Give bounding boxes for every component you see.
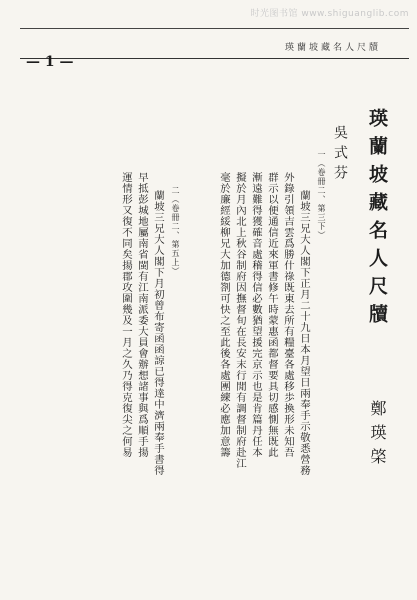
letter-1-column: 毫於廉經綏柳兄大加德劄可快之至此後各處團練必應加意籌 [218, 172, 230, 458]
letter-2-column: 早抵彭城地屬南省閩有江南派委大員會辦想諸事與爲順手揚 [136, 172, 148, 458]
letter-2-column: 運情形又復不同矣揚郡攻圍幾及一月之久乃得克復尖之何易 [120, 172, 132, 458]
header-rule [20, 58, 409, 59]
book-title: 瑛蘭坡藏名人尺牘 [366, 108, 388, 332]
letter-1-column: 群示以便通信近來軍書修午時蒙惠函都督要具切感惻無既此 [266, 172, 278, 458]
letter-1-column: 蘭坡三兄大人閣下正月二十九日本月望日兩奉手示敬悉營務 [298, 190, 310, 476]
letter-2-label: 二（卷冊二、第五上） [171, 186, 180, 276]
letter-1-column: 外錄引領吉雲爲勝什祿既東去所有糧臺各處移歩換形未知吾 [282, 172, 294, 458]
letter-1-column: 漸遠難得獲確音處稽得信必數猶望援完京示也是肯篇丹任本 [250, 172, 262, 458]
author-name: 鄭瑛棨 [368, 400, 387, 472]
letter-1-label: 一（卷冊二、第三下） [317, 150, 326, 240]
watermark: 时光图书馆 www.shiguanglib.com [250, 9, 409, 19]
letter-2-column: 蘭坡三兄大人閣下月初曾布寄函函諒已得達中濟兩奉手書得 [152, 190, 164, 476]
recipient-name: 吳式芬 [332, 125, 348, 185]
page-number: — 1 — [26, 54, 74, 70]
running-head: 瑛蘭坡藏名人尺牘 [284, 43, 381, 53]
page-frame [20, 28, 409, 588]
letter-1-column: 擬於月內北上秋谷制府因撫督旬在長安末行閒有調督制府赴江 [234, 172, 246, 469]
